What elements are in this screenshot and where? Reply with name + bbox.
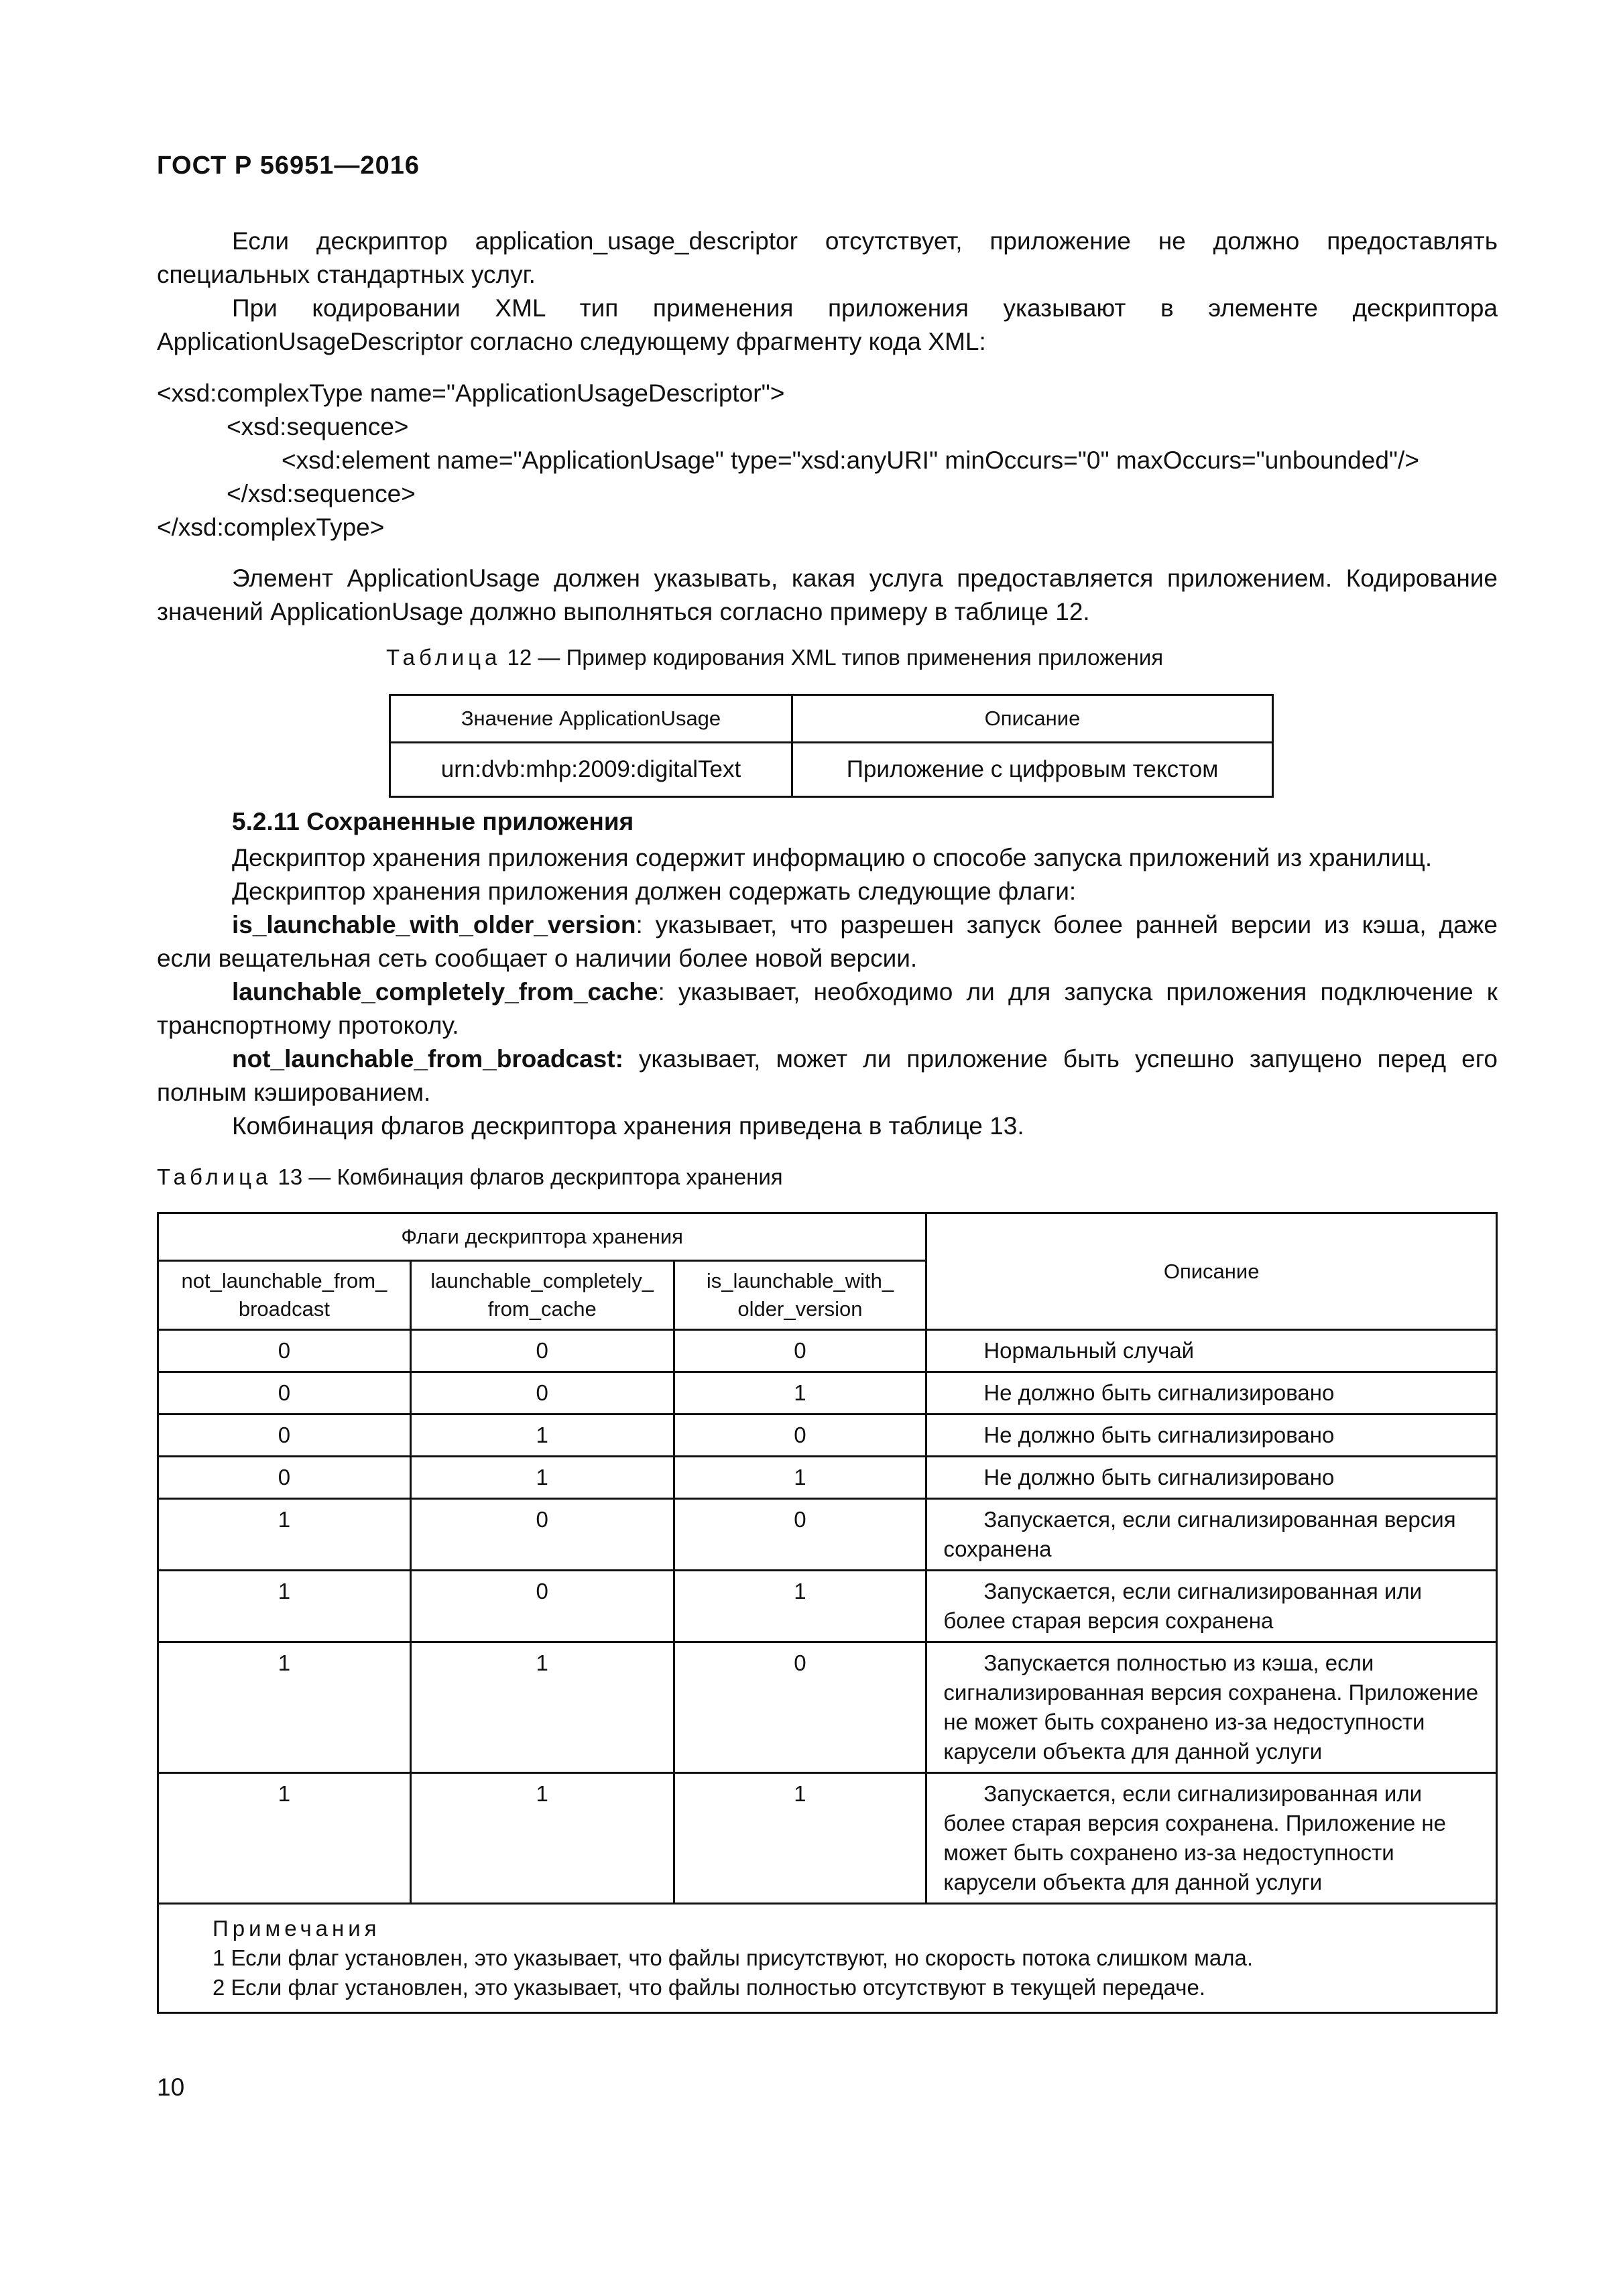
table-cell-description: Запускается полностью из кэша, если сигнализированная версия сохранена. Приложение не может быть сохранено из-за недоступности карусели объекта для данной услуги [926, 1642, 1497, 1773]
table-cell: 1 [410, 1642, 674, 1773]
code-line-1: <xsd:complexType name="ApplicationUsageDescriptor"> [157, 379, 785, 407]
table-cell-description: Запускается, если сигнализированная версия сохранена [926, 1499, 1497, 1571]
table-cell: 1 [410, 1773, 674, 1904]
flag-2-name: launchable_completely_from_cache [232, 978, 658, 1006]
table-cell: 1 [158, 1571, 411, 1642]
table-cell: 0 [158, 1414, 411, 1457]
table-row [158, 1414, 1497, 1457]
flag-2-paragraph [157, 975, 1498, 1042]
table-12-header-description: Описание [792, 695, 1273, 743]
section-title: 5.2.11 Сохраненные приложения [232, 808, 634, 835]
table-row [158, 1372, 1497, 1414]
table-12-cell-value: urn:dvb:mhp:2009:digitalText [390, 743, 792, 797]
table-row [158, 1773, 1497, 1904]
table-cell: 1 [410, 1457, 674, 1499]
table-cell: 0 [410, 1571, 674, 1642]
code-line-5: </xsd:complexType> [157, 513, 385, 541]
table-cell-description: Нормальный случай [926, 1330, 1497, 1372]
table-cell: 0 [158, 1330, 411, 1372]
paragraph-3: Элемент ApplicationUsage должен указывать, какая услуга предоставляется приложением. Кодирование значений ApplicationUsage должно выполняться согласно примеру в таблице 12. [157, 564, 1498, 625]
table-cell: 0 [674, 1642, 926, 1773]
table-cell: 1 [674, 1457, 926, 1499]
table-cell-description: Не должно быть сигнализировано [926, 1457, 1497, 1499]
table-12-cell-description: Приложение с цифровым текстом [792, 743, 1273, 797]
table-row [158, 1571, 1497, 1642]
table-13-caption [157, 1164, 783, 1190]
table-13-group-header: Флаги дескриптора хранения [158, 1213, 926, 1261]
paragraph-6: Комбинация флагов дескриптора хранения приведена в таблице 13. [232, 1112, 1024, 1140]
caption-text: 13 — Комбинация флагов дескриптора хранения [272, 1164, 783, 1189]
table-13-description-header: Описание [926, 1213, 1497, 1330]
page-number: 10 [157, 2073, 185, 2101]
table-13 [157, 1212, 1498, 2014]
table-12-header-value: Значение ApplicationUsage [390, 695, 792, 743]
table-cell: 1 [674, 1372, 926, 1414]
code-line-2: <xsd:sequence> [227, 413, 409, 440]
notes-title: Примечания [213, 1916, 381, 1941]
flag-1-name: is_launchable_with_older_version [232, 911, 636, 939]
caption-word: Таблица [157, 1164, 272, 1189]
table-13-col-header-1: not_launchable_from_ broadcast [158, 1261, 411, 1330]
flag-3-name: not_launchable_from_broadcast: [232, 1045, 623, 1073]
flag-1-text: : указывает, что разрешен запуск более ранней версии из кэша, даже если вещательная сеть сообщает о наличии более новой версии. [157, 911, 1498, 972]
table-row [158, 1330, 1497, 1372]
table-12-caption [386, 645, 1163, 670]
code-line-3: <xsd:element name="ApplicationUsage" type="xsd:anyURI" minOccurs="0" maxOccurs="unbounded"/> [282, 446, 1419, 474]
table-cell: 0 [674, 1330, 926, 1372]
caption-text: 12 — Пример кодирования XML типов применения приложения [501, 645, 1164, 670]
table-cell: 0 [410, 1499, 674, 1571]
table-cell: 1 [674, 1571, 926, 1642]
note-2: 2 Если флаг установлен, это указывает, что файлы полностью отсутствуют в текущей передаче. [213, 1975, 1206, 2000]
code-line-4: </xsd:sequence> [227, 480, 416, 507]
table-cell: 0 [674, 1414, 926, 1457]
document-header: ГОСТ Р 56951—2016 [157, 152, 420, 180]
paragraph-5: Дескриптор хранения приложения должен содержать следующие флаги: [232, 878, 1077, 905]
table-cell: 1 [410, 1414, 674, 1457]
table-13-col-header-2: launchable_completely_ from_cache [410, 1261, 674, 1330]
table-cell: 0 [410, 1372, 674, 1414]
table-cell: 1 [158, 1773, 411, 1904]
table-cell: 0 [410, 1330, 674, 1372]
table-cell: 1 [158, 1642, 411, 1773]
flag-3-text: указывает, может ли приложение быть успешно запущено перед его полным кэшированием. [157, 1045, 1498, 1106]
caption-word: Таблица [386, 645, 501, 670]
flag-2-text: : указывает, необходимо ли для запуска приложения подключение к транспортному протоколу. [157, 978, 1498, 1039]
table-cell-description: Запускается, если сигнализированная или более старая версия сохранена. Приложение не может быть сохранено из-за недоступности карусели объекта для данной услуги [926, 1773, 1497, 1904]
table-cell-description: Не должно быть сигнализировано [926, 1414, 1497, 1457]
table-cell-description: Не должно быть сигнализировано [926, 1372, 1497, 1414]
table-cell-description: Запускается, если сигнализированная или более старая версия сохранена [926, 1571, 1497, 1642]
table-13-notes [158, 1904, 1497, 2013]
paragraph-4: Дескриптор хранения приложения содержит информацию о способе запуска приложений из хранилищ. [232, 844, 1433, 871]
table-row [158, 1457, 1497, 1499]
table-row [158, 1642, 1497, 1773]
table-cell: 1 [158, 1499, 411, 1571]
table-cell: 1 [674, 1773, 926, 1904]
table-12 [389, 694, 1274, 798]
flag-1-paragraph [157, 908, 1498, 975]
table-cell: 0 [158, 1457, 411, 1499]
paragraph-2: При кодировании XML тип применения приложения указывают в элементе дескриптора ApplicationUsageDescriptor согласно следующему фрагменту кода XML: [157, 294, 1498, 355]
table-row [158, 1499, 1497, 1571]
table-13-col-header-3: is_launchable_with_ older_version [674, 1261, 926, 1330]
note-1: 1 Если флаг установлен, это указывает, что файлы присутствуют, но скорость потока слишком мала. [213, 1945, 1253, 1970]
table-cell: 0 [674, 1499, 926, 1571]
paragraph-1: Если дескриптор application_usage_descriptor отсутствует, приложение не должно предоставлять специальных стандартных услуг. [157, 227, 1498, 288]
flag-3-paragraph [157, 1042, 1498, 1109]
table-cell: 0 [158, 1372, 411, 1414]
